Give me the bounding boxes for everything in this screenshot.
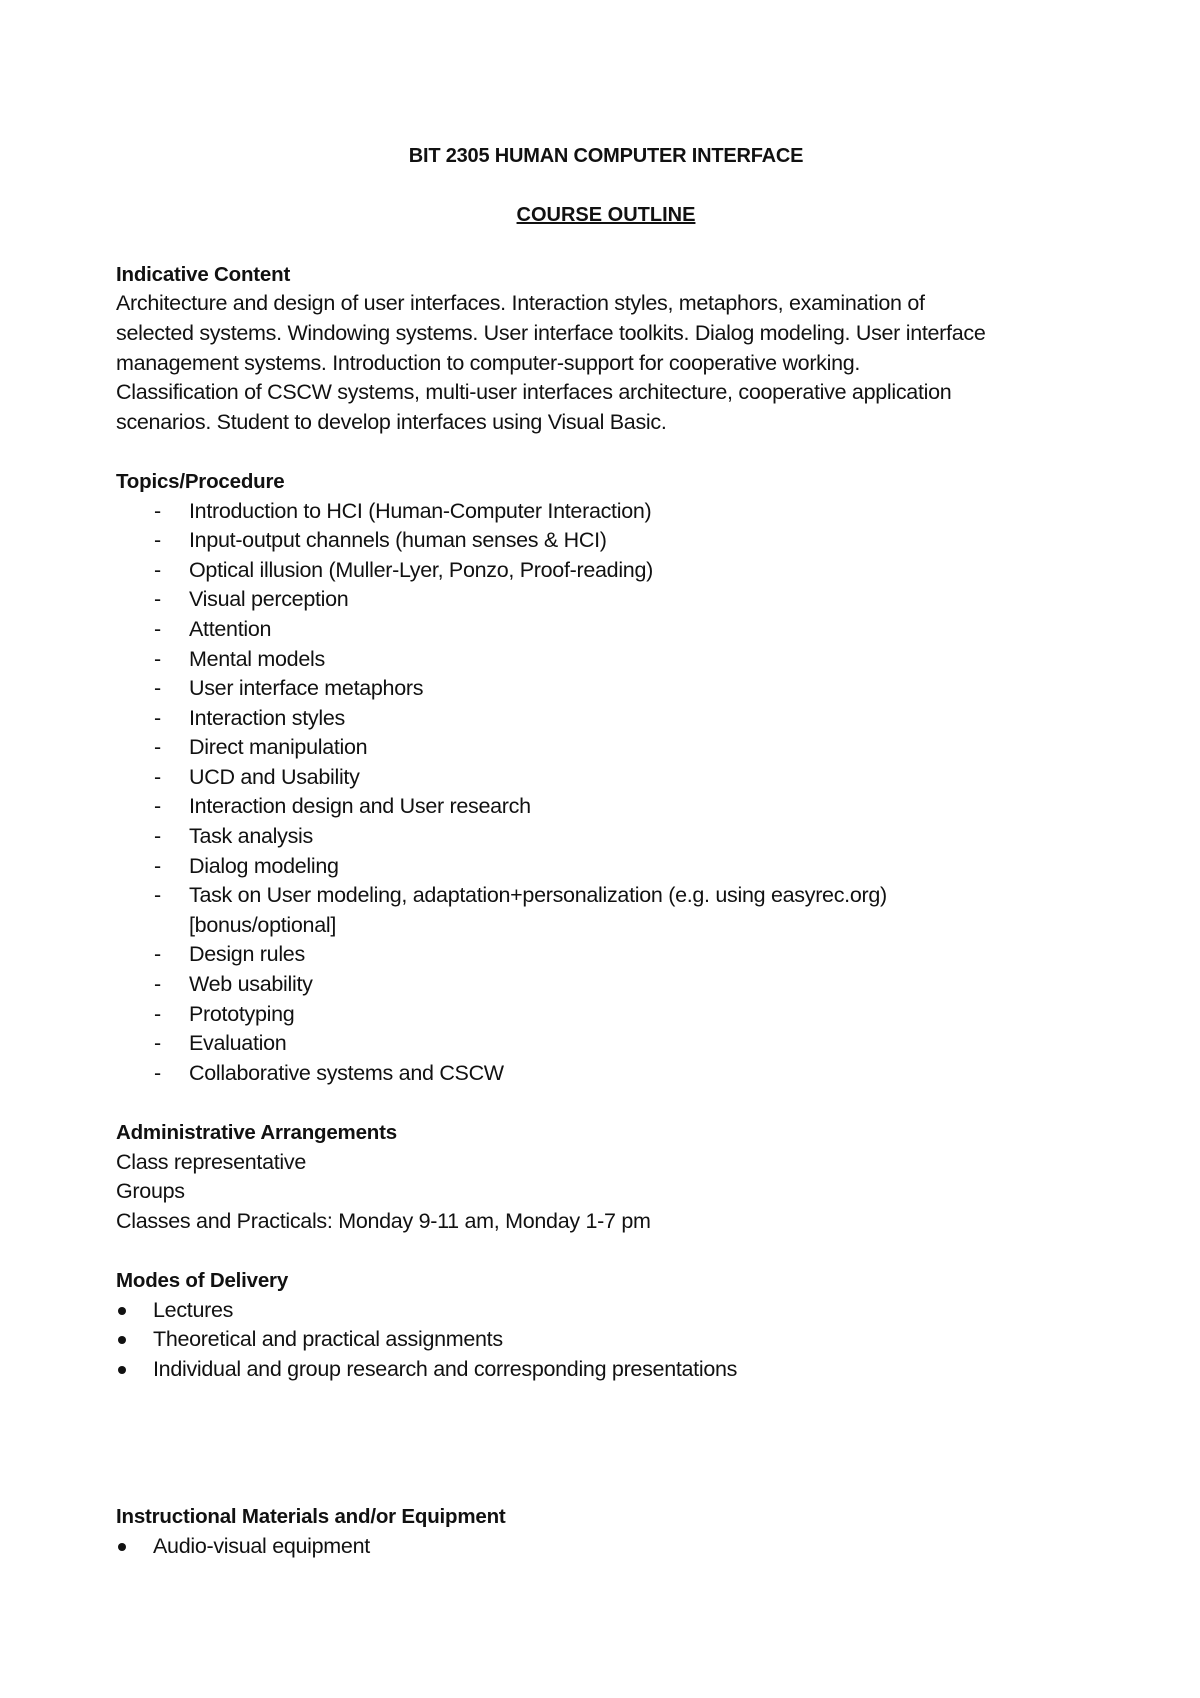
list-item xyxy=(116,792,1096,822)
list-item xyxy=(116,852,1096,882)
list-item-text: Task on User modeling, adaptation+personalization (e.g. using easyrec.org) xyxy=(189,883,887,908)
dash-marker: - xyxy=(154,972,161,997)
list-item xyxy=(116,1532,1096,1562)
list-item-text: Individual and group research and corresponding presentations xyxy=(153,1356,738,1381)
list-item xyxy=(116,585,1096,615)
bullet-icon xyxy=(118,1336,126,1344)
materials-heading: Instructional Materials and/or Equipment xyxy=(116,1505,506,1529)
dash-marker: - xyxy=(154,764,161,789)
dash-marker: - xyxy=(154,616,161,641)
list-item-text: Prototyping xyxy=(189,1001,295,1026)
list-item xyxy=(116,1059,1096,1089)
list-item xyxy=(116,674,1096,704)
list-item xyxy=(116,645,1096,675)
list-item-text: Theoretical and practical assignments xyxy=(153,1327,503,1352)
topics-list xyxy=(116,497,1096,1089)
dash-marker: - xyxy=(154,794,161,819)
document-page xyxy=(116,142,1096,1562)
list-item xyxy=(116,556,1096,586)
paragraph-line: Architecture and design of user interfaces. Interaction styles, metaphors, examination of xyxy=(116,291,925,316)
dash-marker: - xyxy=(154,1060,161,1085)
materials-list xyxy=(116,1532,1096,1562)
list-item xyxy=(116,704,1096,734)
list-item-text: Dialog modeling xyxy=(189,853,339,878)
dash-marker: - xyxy=(154,705,161,730)
list-item xyxy=(116,526,1096,556)
list-item xyxy=(116,822,1096,852)
dash-marker: - xyxy=(154,1001,161,1026)
document-subtitle: COURSE OUTLINE xyxy=(516,203,696,226)
list-item-text: Optical illusion (Muller-Lyer, Ponzo, Proof-reading) xyxy=(189,557,653,582)
list-item-text: Evaluation xyxy=(189,1031,287,1056)
spacer xyxy=(116,1236,1096,1266)
list-item xyxy=(116,940,1096,970)
list-item-continuation: [bonus/optional] xyxy=(189,912,337,937)
bullet-icon xyxy=(118,1543,126,1551)
list-item-text: Design rules xyxy=(189,942,305,967)
list-item xyxy=(116,497,1096,527)
spacer xyxy=(116,1088,1096,1118)
dash-marker: - xyxy=(154,942,161,967)
document-title: BIT 2305 HUMAN COMPUTER INTERFACE xyxy=(408,145,804,167)
dash-marker: - xyxy=(154,587,161,612)
dash-marker: - xyxy=(154,735,161,760)
bullet-icon xyxy=(118,1366,126,1374)
indicative-content-heading: Indicative Content xyxy=(116,262,291,286)
list-item xyxy=(116,733,1096,763)
dash-marker: - xyxy=(154,853,161,878)
indicative-content-paragraph xyxy=(116,289,1096,437)
dash-marker: - xyxy=(154,498,161,523)
list-item xyxy=(116,881,1096,940)
list-item-text: Collaborative systems and CSCW xyxy=(189,1060,504,1085)
list-item xyxy=(116,1029,1096,1059)
list-item xyxy=(116,1355,1096,1385)
administrative-line: Groups xyxy=(116,1179,185,1204)
dash-marker: - xyxy=(154,646,161,671)
delivery-heading: Modes of Delivery xyxy=(116,1268,289,1292)
list-item xyxy=(116,615,1096,645)
administrative-heading: Administrative Arrangements xyxy=(116,1121,397,1144)
list-item-text: Interaction design and User research xyxy=(189,794,531,819)
topics-heading: Topics/Procedure xyxy=(116,469,285,493)
list-item xyxy=(116,1325,1096,1355)
list-item-text: Mental models xyxy=(189,646,325,671)
dash-marker: - xyxy=(154,1031,161,1056)
spacer xyxy=(116,230,1096,260)
dash-marker: - xyxy=(154,824,161,849)
list-item-text: User interface metaphors xyxy=(189,676,424,701)
dash-marker: - xyxy=(154,883,161,908)
bullet-icon xyxy=(118,1307,126,1315)
list-item xyxy=(116,763,1096,793)
delivery-list xyxy=(116,1296,1096,1385)
paragraph-line: Classification of CSCW systems, multi-user interfaces architecture, cooperative application xyxy=(116,380,952,405)
dash-marker: - xyxy=(154,676,161,701)
administrative-line: Class representative xyxy=(116,1149,306,1174)
dash-marker: - xyxy=(154,528,161,553)
spacer xyxy=(116,1384,1096,1502)
list-item-text: Task analysis xyxy=(189,824,313,849)
list-item-text: Lectures xyxy=(153,1297,234,1322)
administrative-lines xyxy=(116,1148,1096,1237)
list-item-text: Visual perception xyxy=(189,587,349,612)
paragraph-line: scenarios. Student to develop interfaces using Visual Basic. xyxy=(116,409,667,434)
list-item xyxy=(116,1000,1096,1030)
list-item-text: Introduction to HCI (Human-Computer Interaction) xyxy=(189,498,652,523)
list-item-text: Interaction styles xyxy=(189,705,345,730)
list-item xyxy=(116,1296,1096,1326)
list-item-text: Input-output channels (human senses & HCI) xyxy=(189,528,607,553)
spacer xyxy=(116,437,1096,467)
list-item-text: UCD and Usability xyxy=(189,764,360,789)
dash-marker: - xyxy=(154,557,161,582)
administrative-line: Classes and Practicals: Monday 9-11 am, Monday 1-7 pm xyxy=(116,1208,651,1233)
paragraph-line: selected systems. Windowing systems. User interface toolkits. Dialog modeling. User interface xyxy=(116,320,986,345)
list-item-text: Web usability xyxy=(189,972,313,997)
list-item-text: Attention xyxy=(189,616,272,641)
list-item xyxy=(116,970,1096,1000)
list-item-text: Audio-visual equipment xyxy=(153,1533,370,1558)
list-item-text: Direct manipulation xyxy=(189,735,368,760)
paragraph-line: management systems. Introduction to computer-support for cooperative working. xyxy=(116,350,861,375)
